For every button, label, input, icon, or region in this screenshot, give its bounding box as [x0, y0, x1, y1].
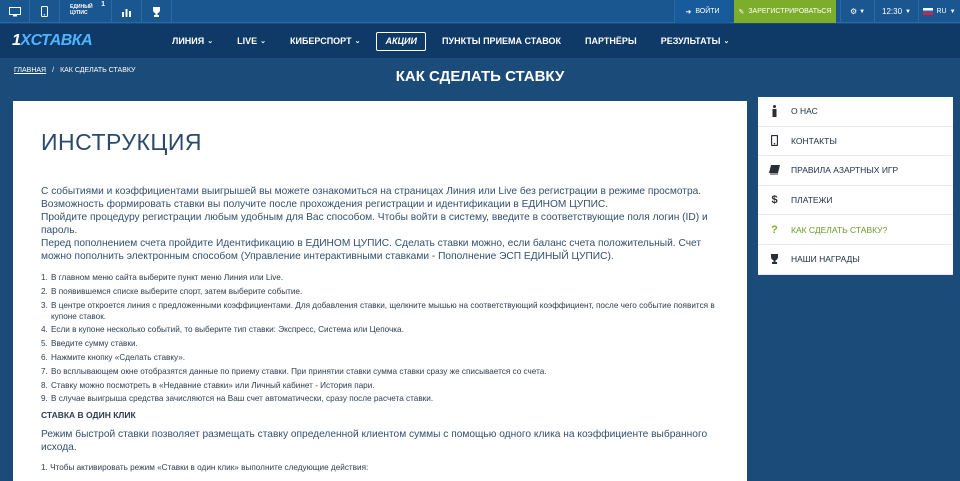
instruction-heading: ИНСТРУКЦИЯ [41, 129, 203, 155]
top-bar [0, 0, 960, 23]
list-item: 1. В главном меню сайта выберите пункт меню Линия или Live. [41, 273, 284, 282]
nav-item-line[interactable]: ЛИНИЯ ⌄ [172, 36, 214, 46]
sidebar-item-about[interactable]: О НАС [758, 97, 953, 127]
nav-item-betting-points[interactable]: ПУНКТЫ ПРИЕМА СТАВОК [442, 36, 562, 46]
chevron-down-icon: ⌄ [207, 38, 214, 45]
list-item: 5. Введите сумму ставки. [41, 339, 138, 349]
sidebar-item-how-to-bet[interactable]: ? КАК СДЕЛАТЬ СТАВКУ? [758, 215, 953, 245]
book-icon [758, 165, 791, 175]
login-icon: ➜ [685, 8, 692, 16]
register-button[interactable]: ✎ ЗАРЕГИСТРИРОВАТЬСЯ [734, 0, 836, 23]
paragraph-deposit: Перед пополнением счета пройдите Идентификацию в ЕДИНОМ ЦУПИС. Сделать ставки можно, если баланс счета положительный. Счет можно пополнить электронным способом (Управление интерактивными ставками - Пополнение ЭСП ЕДИНЫЙ ЦУПИС). [41, 238, 702, 262]
list-item: 7. Во всплывающем окне отобразятся данные по приему ставки. При принятии ставки сумма ставки сразу же списывается со счета. [41, 366, 547, 376]
chevron-down-icon: ⌄ [354, 38, 361, 45]
trophy-icon [758, 254, 791, 264]
list-item: 4. Если в купоне несколько событий, то выберите тип ставки: Экспресс, Система или Цепочка. [41, 325, 404, 335]
sidebar [758, 97, 953, 275]
statistics-icon[interactable] [112, 0, 142, 23]
chevron-down-icon: ▼ [905, 8, 911, 15]
chevron-down-icon: ▼ [859, 8, 866, 15]
nav-item-esports[interactable]: КИБЕРСПОРТ ⌄ [290, 36, 361, 46]
nav-item-live[interactable]: LIVE ⌄ [237, 36, 266, 46]
top-icons [0, 0, 172, 23]
nav-item-results[interactable]: РЕЗУЛЬТАТЫ ⌄ [660, 36, 730, 46]
info-icon [758, 105, 791, 117]
breadcrumb-current: КАК СДЕЛАТЬ СТАВКУ [60, 67, 136, 74]
list-item: 6. Нажмите кнопку «Сделать ставку». [41, 352, 186, 362]
language-select[interactable]: RU ▼ [918, 0, 960, 23]
sidebar-item-payments[interactable]: $ ПЛАТЕЖИ [758, 186, 953, 216]
nav-menu [160, 24, 741, 58]
breadcrumb-separator: / [52, 67, 55, 74]
main-nav [0, 24, 960, 58]
site-logo[interactable]: 1XСТАВКА [12, 32, 93, 49]
login-button[interactable]: ➜ ВОЙТИ [674, 0, 730, 23]
trophy-icon[interactable] [142, 0, 172, 23]
sidebar-item-contacts[interactable]: КОНТАКТЫ [758, 127, 953, 157]
question-icon: ? [771, 223, 778, 236]
dollar-icon: $ [771, 194, 778, 207]
nav-item-promotions[interactable]: АКЦИИ [376, 32, 426, 51]
breadcrumb [14, 67, 135, 74]
sidebar-item-awards[interactable]: НАШИ НАГРАДЫ [758, 245, 953, 275]
paragraph-one-click-step: 1. Чтобы активировать режим «Ставки в один клик» выполните следующие действия: [41, 463, 369, 473]
paragraph-one-click: Режим быстрой ставки позволяет размещать ставку определенной клиентом суммы с помощью одного клика на коэффициенте выбранного исхода. [41, 429, 708, 453]
mobile-icon[interactable] [30, 0, 60, 23]
breadcrumb-home-link[interactable]: ГЛАВНАЯ [14, 67, 47, 74]
desktop-icon[interactable] [0, 0, 30, 23]
instruction-panel [13, 101, 747, 481]
clock[interactable]: 12:30 ▼ [874, 0, 918, 23]
sidebar-item-rules[interactable]: ПРАВИЛА АЗАРТНЫХ ИГР [758, 156, 953, 186]
gear-icon: ⚙ [849, 7, 858, 16]
one-click-heading: СТАВКА В ОДИН КЛИК [41, 410, 136, 421]
list-item: 9. В случае выигрыша средства зачисляются на Ваш счет автоматически, сразу после расчета ставки. [41, 394, 434, 404]
steps-list [41, 272, 719, 404]
page-title: КАК СДЕЛАТЬ СТАВКУ [395, 68, 565, 85]
list-item: 8. Ставку можно посмотреть в «Недавние ставки» или Личный кабинет - История пари. [41, 380, 375, 390]
list-item: 3. В центре откроется линия с предложенными коэффициентами. Для добавления ставки, щелкните мышью на соответствующий коэффициент, после чего событие появится в купоне ставок. [41, 300, 715, 321]
chevron-down-icon: ⌄ [260, 38, 266, 45]
nav-item-partners[interactable]: ПАРТНЁРЫ [585, 36, 637, 46]
phone-icon [758, 135, 791, 146]
settings-button[interactable] [840, 0, 874, 23]
paragraph-registration: Пройдите процедуру регистрации любым удобным для Вас способом. Чтобы войти в систему, введите в соответствующие поля логин (ID) и пароль. [41, 212, 708, 236]
cupis-logo[interactable]: ЕДИНЫЙ ЦУПИС 1 [60, 0, 112, 23]
chevron-down-icon: ⌄ [723, 38, 730, 45]
russia-flag-icon [923, 8, 933, 15]
list-item: 2. В появившемся списке выберите спорт, затем выберите событие. [41, 286, 303, 296]
paragraph-intro: С событиями и коэффициентами выигрышей вы можете ознакомиться на страницах Линия или Live без регистрации в режиме просмотра. Возможность формировать ставки вы получите после прохождения регистрации и идентификации в ЕДИНОМ ЦУПИС. [41, 186, 702, 210]
top-right-controls [674, 0, 960, 23]
edit-icon: ✎ [738, 8, 745, 16]
chevron-down-icon: ▼ [949, 8, 956, 15]
